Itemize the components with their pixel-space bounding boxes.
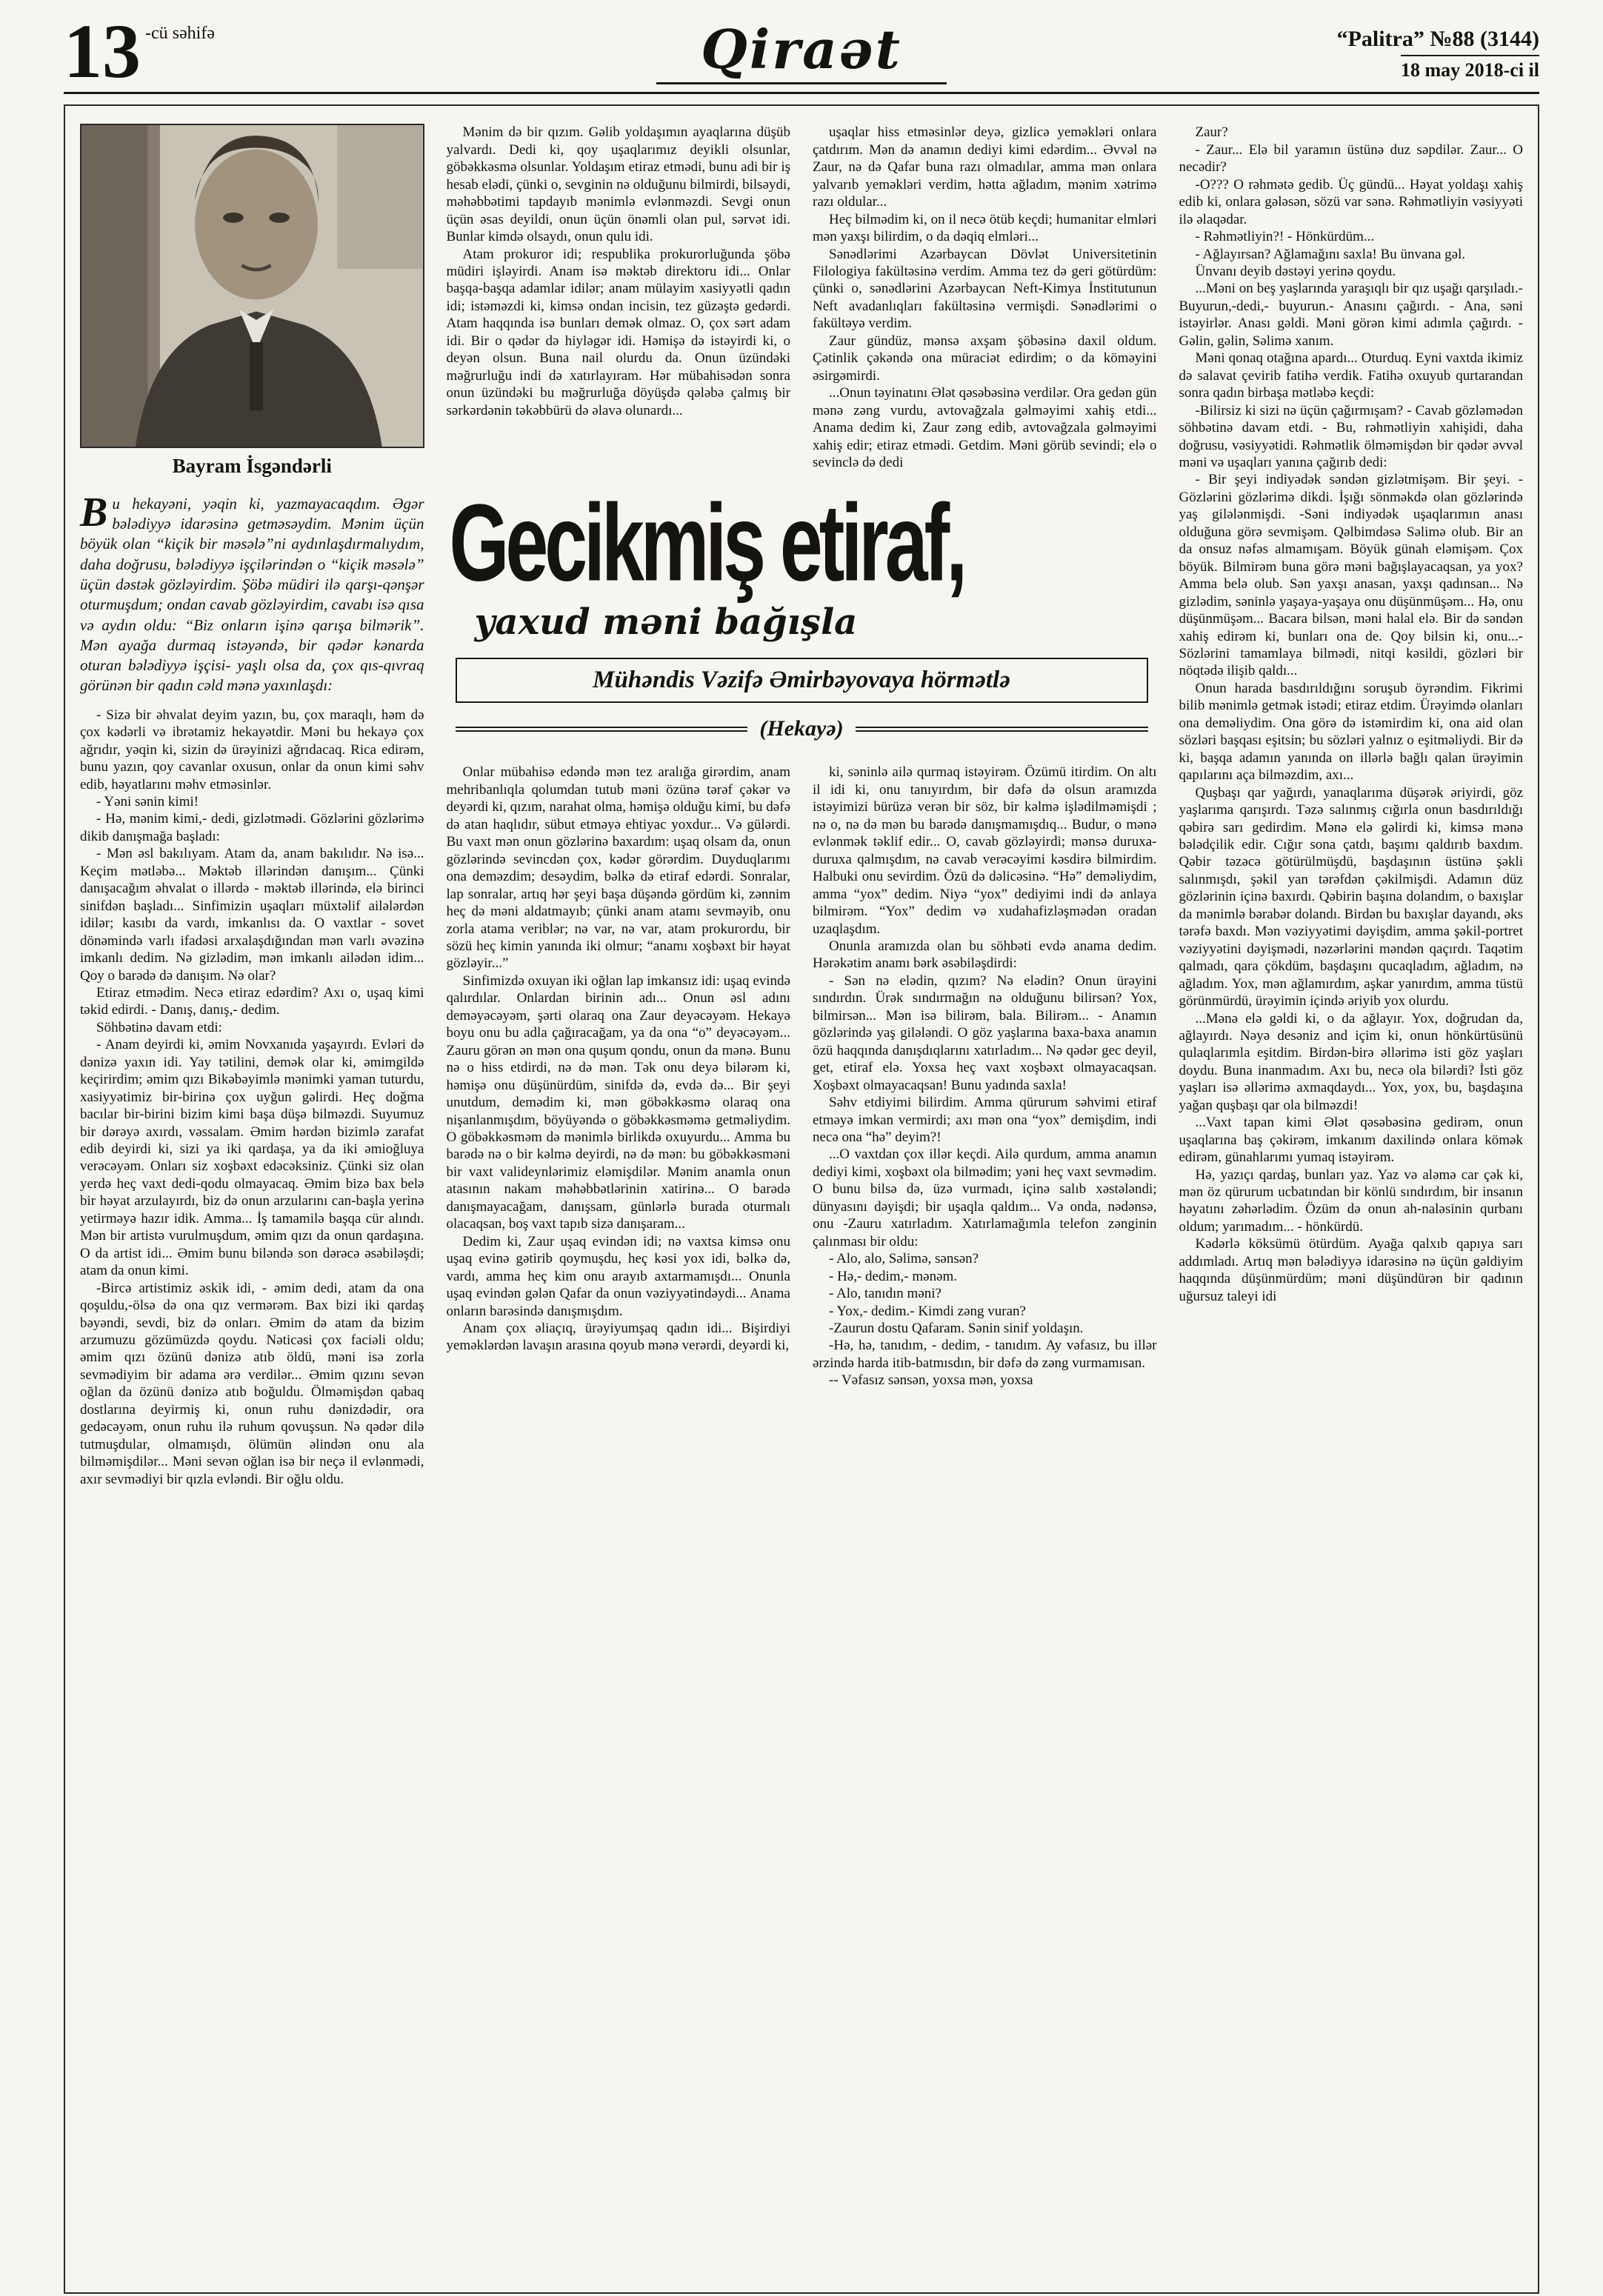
paragraph: ...O vaxtdan çox illər keçdi. Ailə qurdum, amma anamın dediyi kimi, xoşbəxt ola bilmədim; yəni heç vaxt sevmədim. O bunu bilsə də, üzə vurmadı, içinə salıb xəstələndi; dünyasını dəyişdi; bir uşaqla qaldım... Və onda, nədənsə, onu -Zauru xatırladım. Xatırlamağımla telefon zənginin çalınması bir oldu: <box>813 1147 1157 1249</box>
paragraph: - Yəni sənin kimi! <box>96 793 199 810</box>
page-number-label: -cü səhifə <box>145 24 215 43</box>
column-3-top-text <box>813 124 1157 471</box>
paragraph: Dedim ki, Zaur uşaq evindən idi; nə vaxtsa kimsə onu uşaq evinə gətirib qoymuşdu, heç kəsi yox idi, bəlkə də, vardı, amma heç kim onu arayıb axtarmamışdı... Onunla uşaq evindən gələn Qafar da onun vəziyyətindəydi... Anama onların barəsində danışmışdım. <box>446 1233 790 1319</box>
paragraph: - Anam deyirdi ki, əmim Novxanıda yaşayırdı. Evləri də dənizə yaxın idi. Yay tətilini, demək olar ki, əmimgildə keçirirdim; əmim qızı Bikəbəyimlə mənimki yaman tuturdu, xasiyyətimiz bir-birinə çox uyğun gəlirdi. Heç doğma bacılar bir-birini bizim kimi başa düşə bilməzdi. Suyumuz bir dərəyə axırdı, vəssalam. Əmim hərdən bizimlə zarafat edib deyirdi ki, sizi ya iki qardaşa, ya da iki əmioğluya verəcəyəm. Onları siz xoşbəxt edəcəksiniz. Çünki siz olan yerdə heç vaxt dedi-qodu olmayacaq. Əmim bizə bax belə bir həyat arzulayırdı, biz də onun arzularını can-başla yerinə yetirməyə hazır idik. Amma... İş tamamilə başqa cür alındı. Mən bir artistə vurulmuşdum, əmim qızı da onun qardaşına. O da artist idi... Əmim bunu biləndə son dərəcə əsəbiləşdi; atam da onun kimi. <box>80 1037 424 1279</box>
column-1-text <box>80 707 424 1488</box>
intro-paragraph: Bu hekayəni, yəqin ki, yazmayacaqdım. Əgər bələdiyyə idarəsinə getməsəydim. Mənim üçün böyük olan “kiçik bir məsələ”ni aydınlaşdırmalıydım, daha doğrusu, bələdiyyə işçilərindən o “kiçik məsələ” üçün dəstək gözləyirdim. Şöbə müdiri ilə qarşı-qənşər oturmuşdum; ondan cavab gözləyirdim, cavabı isə qısa və aydın oldu: “Biz onların işinə qarışa bilmərik”. Mən ayağa durmaq istəyəndə, bir qədər kənarda oturan bələdiyyə işçisi- yaşlı olsa da, çox qıs-qıvraq görünən bir qadın cəld mənə yaxınlaşdı: <box>80 489 424 695</box>
paragraph: - Sizə bir əhvalat deyim yazın, bu, çox maraqlı, həm də çox kədərli və ibrətamiz hekayətdir. Məni bu hekayə çox ağrıdır, yəqin ki, sizin də ürəyinizi ağrıdacaq. Rica edirəm, bunu yazın, qoy cavanlar oxusun, onlar da onun kimi səhv edib, həyatlarını məhv etməsinlər. <box>80 707 424 792</box>
dedication: Mühəndis Vəzifə Əmirbəyovaya hörmətlə <box>456 658 1148 703</box>
paragraph: - Yox,- dedim.- Kimdi zəng vuran? <box>829 1303 1026 1319</box>
issue-block <box>1221 27 1539 84</box>
paragraph: - Mən əsl bakılıyam. Atam da, anam bakılıdır. Nə isə... Keçim mətləbə... Məktəb illərindən danışım... Çünki danışacağım əhvalat o illərdə - məktəb illərində, elə birinci sinifdən başladı... Sinfimizin uşaqları müxtəlif ailələrdən idilər; kasıbı da vardı, imkanlısı da. O vaxtlar - sovet dönəmində varlı ifadəsi arxalaşdığından mən varlı əvəzinə imkanlı dedim. Nə gizlədim, mən imkanlı ailədən idim... Qoy o barədə də danışım. Nə olar? <box>80 846 424 984</box>
paragraph: ...Məni on beş yaşlarında yaraşıqlı bir qız uşağı qarşıladı.- Buyurun,-dedi,- buyurun.- Anasını çağırdı. - Ana, səni istəyirlər. Anası gəldi. Məni görən kimi adımla çağırdı. - Gəlin, gəlin, Səlimə xanım. <box>1179 281 1523 349</box>
column-2-bottom-text <box>447 764 791 2277</box>
paragraph: Onunla aramızda olan bu söhbəti evdə anama dedim. Hərəkətim anamı bərk əsəbiləşdirdi: <box>813 938 1157 972</box>
paragraph: Səhv etdiyimi bilirdim. Amma qürurum səhvimi etiraf etməyə imkan vermirdi; axı mən ona “yox” demişdim, indi necə ona “hə” deyim?! <box>813 1095 1157 1145</box>
paragraph: - Alo, alo, Səlimə, sənsən? <box>829 1251 979 1267</box>
paragraph: -- Vəfasız sənsən, yoxsa mən, yoxsa <box>829 1372 1033 1389</box>
genre-label: (Hekayə) <box>759 716 844 741</box>
article <box>64 104 1539 2294</box>
author-photo <box>80 124 424 448</box>
paragraph: - Alo, tanıdın məni? <box>829 1286 942 1302</box>
paragraph: -Hə, hə, tanıdım, - dedim, - tanıdım. Ay vəfasız, bu illər ərzində harda itib-batmısdın, bir dəfə də zəng vurmamısan. <box>813 1338 1157 1371</box>
column-1 <box>80 124 424 2277</box>
paragraph: Mənim də bir qızım. Gəlib yoldaşımın ayaqlarına düşüb yalvardı. Dedi ki, qoy uşaqlarımız deyikli olsunlar, göbəkkəsmə olsunlar. Yoldaşım etiraz etmədi, bunu adi bir iş hesab elədi, çünki o, sevginin nə olduğunu bilmirdi, bilsəydi, məhəbbətimi tapdayıb mənimlə evlənməzdi. Sevgi onun üçün əsas deyildi, onun üçün önəmli olan pul, sərvət idi. Bunlar kimdə olsaydı, onun qulu idi. <box>446 124 790 245</box>
paragraph: -Zaurun dostu Qafaram. Sənin sinif yoldaşın. <box>829 1320 1084 1336</box>
paragraph: Ünvanı deyib dəstəyi yerinə qoydu. <box>1195 264 1396 280</box>
paragraph: Heç bilmədim ki, on il necə ötüb keçdi; humanitar elmləri mən yaxşı bilirdim, o da dəqiq elmləri... <box>813 211 1157 245</box>
paragraph: Onlar mübahisə edəndə mən tez aralığa girərdim, anam mehribanlıqla qolumdan tutub məni özünə tərəf çəkər və deyərdi ki, qızım, narahat olma, həmişə olduğu kimi, bu dəfə də atan haqlıdır, sübut etməyə ehtiyac yoxdur... Və gülərdi. Bu vaxt mən onun gözlərinə baxardım: uşaq olsam da, onun gözlərində sevincdən çox, kədər görərdim. Duyduqlarımı ona deməzdim; desəydim, bəlkə də etiraf edərdi. Sonralar, lap sonralar, artıq hər şeyi başa düşəndə gördüm ki, zənnim heç də məni aldatmayıb; çünki anam atamı sevməyib, onu zorla atama veriblər; nə var, nə var, atam prokurordu, bir sözü heç kimin yanında iki olmur; “anamı xoşbəxt bir həyat gözləyir...” <box>446 764 790 972</box>
page-number: 13 <box>64 9 141 94</box>
headline: Gecikmiş etiraf, <box>449 482 964 605</box>
paragraph: - Ağlayırsan? Ağlamağını saxla! Bu ünvana gəl. <box>1195 246 1466 262</box>
page-number-block <box>64 9 382 94</box>
genre-rule-right <box>856 727 1148 732</box>
paragraph: Etiraz etmədim. Necə etiraz edərdim? Axı o, uşaq kimi təkid edirdi. - Danış, danış,- dedim. <box>80 984 424 1018</box>
paragraph: Məni qonaq otağına apardı... Oturduq. Eyni vaxtda ikimiz də salavat çevirib fatihə verdik. Fatihə oxuyub qurtarandan sonra qadın birbaşa mətləbə keçdi: <box>1179 350 1523 401</box>
column-2-top-text <box>447 124 791 471</box>
genre-rule-left <box>456 727 748 732</box>
paragraph: - Hə, mənim kimi,- dedi, gizlətmədi. Gözlərini gözlərimə dikib danışmağa başladı: <box>80 811 424 844</box>
paragraph: Sənədlərimi Azərbaycan Dövlət Universitetinin Filologiya fakültəsinə verdim. Amma tez də geri götürdüm: çünki o, sənədlərini Azərbaycan Neft-Kimya İnstitutunun Neft avadanlıqları fakültəsinə vermişdi. Sənədlərimi o fakültəyə verdim. <box>813 246 1157 332</box>
paragraph: Zaur gündüz, mənsə axşam şöbəsinə daxil oldum. Çətinlik çəkəndə ona müraciət edirdim; o da köməyini əsirgəmirdi. <box>813 333 1157 384</box>
paragraph: ...Onun təyinatını Ələt qəsəbəsinə verdilər. Ora gedən gün mənə zəng vurdu, avtovağzala gəlməyimi xahiş etdi... Anama dedim ki, Zaur zəng edib, avtovağzala gəlməyimi xahiş edir; etiraz etmədi. Getdim. Məni görüb sevindi; elə o sevinclə də dedi <box>813 385 1157 470</box>
paragraph: -O??? O rəhmətə gedib. Üç gündü... Həyat yoldaşı xahiş edib ki, onlara gələsən, sözü var sənə. Rəhmətliyin vəsiyyəti ilə əlaqədar. <box>1179 176 1523 227</box>
section-title-block <box>382 18 1221 84</box>
paragraph: ki, səninlə ailə qurmaq istəyirəm. Özümü itirdim. On altı il idi ki, onu tanıyırdım, bir dəfə də olsun aramızda istəyimizi bürüzə verən bir söz, bir kəlmə işlədilməmişdi ; nə o, nə də mən bu barədə danışmamışdıq... Budur, o mənə evlənmək təklif edir... O, cavab gözləyirdi; mənsə duruxa-duruxa qalmışdım, nə cavab verəcəyimi kəsdirə bilmirdim. Halbuki onu sevirdim. Özü də dəlicəsinə. “Hə” deməliydim, amma “yox” dedim. Niyə “yox” dediyimi indi də anlaya bilmirəm. “Yox” dedim və xudahafizləşmədən oradan uzaqlaşdım. <box>813 764 1157 937</box>
paragraph: Hə, yazıçı qardaş, bunları yaz. Yaz və aləmə car çək ki, mən öz qürurum ucbatından bir könlü sındırdım, bir insanın həyatını zəhərlədim. Özüm də onun ah-naləsinin qurbanı oldum; yarımadım... - hönkürdü. <box>1179 1167 1523 1235</box>
paragraph: Kədərlə köksümü ötürdüm. Ayağa qalxıb qapıya sarı addımladı. Artıq mən bələdiyyə idarəsinə nə üçün gəldiyim haqqında düşünmürdüm; məni düşündürən bir qadının uğursuz taleyi idi <box>1179 1236 1523 1304</box>
genre-row <box>450 716 1154 741</box>
paragraph: Zaur? <box>1195 124 1228 141</box>
paragraph: - Zaur... Elə bil yaramın üstünə duz səpdilər. Zaur... O necədir? <box>1179 141 1523 176</box>
subheadline: yaxud məni bağışla <box>474 601 858 644</box>
paragraph: Quşbaşı qar yağırdı, yanaqlarıma düşərək əriyirdi, göz yaşlarıma qarışırdı. Təzə salınmış cığırla onun basdırıldığı qəbirə sarı gedirdim. Mənə elə gəlirdi ki, kimsə mənə bələdçilik edir. Cığır sona çatdı, başımı qaldırıb baxdım. Qəbir təzəcə götürülmüşdü, başdaşının üstünə şəkli salınmışdı, şəkil yan tərəfdən çəkilmişdi. Adamın düz gözlərinin içinə baxırdı. Qəbirin başına dolandım, o baxışlar da mənimlə bərabər dolandı. Birdən bu baxışlar dayandı, əks tərəfə baxdı. Mən vəziyyətimi dəyişdim, amma şəkil-portret vəziyyətini dəyişmədi, nəzərlərini məndən qaçırdı. Taqətim qalmadı, qara çökdüm, başdaşını qucaqladım, ağladım, nə ağladım. Yox, mən ağlamırdım, aşkar yanırdım, amma tüstü görünmürdü, ürəyimin içində əriyib yox olurdu. <box>1179 784 1523 1009</box>
paragraph: Söhbətinə davam etdi: <box>96 1019 222 1035</box>
paragraph: - Hə,- dedim,- mənəm. <box>829 1268 958 1284</box>
column-4-text <box>1179 124 1524 2277</box>
portrait-illustration <box>81 125 423 447</box>
paragraph: Sinfimizdə oxuyan iki oğlan lap imkansız idi: uşaq evində qalırdılar. Onlardan birinin adı... Onun əsl adını deməyəcəyəm, şərti olaraq ona Zaur deyəcəyəm. Hekayə boyu onu bu adla çağıracağam, ya da ona “o” deyəcəyəm... Zauru görən ən mən ona quşum qondu, onun da mənə. Bunu nə o hiss etdirdi, nə də mən. Tək onu deyə bilərəm ki, həmişə onu düşünürdüm, sinifdə də, evdə də... Bir şeyi unutdum, demədim ki, mən göbəkkəsmə olaraq ona nişanlanmışdım, böyüyəndə o göbəkkəsməmə getməliydim. O göbəkkəsməm də mənimlə birlikdə oxuyurdu... Amma bu barədə nə o bir kəlmə deyirdi, nə də mən: bu göbəkkəsməni bir vaxt valideynlərimiz eləmişdilər. Mənim anamla onun atasının nakam məhəbbətlərinin xatirinə... O barədə danışmayacağam, danışsam, günlərlə burada oturmalı olacaqsan, boş vaxt tapıb sizə danışaram... <box>446 972 790 1232</box>
paragraph: uşaqlar hiss etməsinlər deyə, gizlicə yeməkləri onlara çatdırım. Mən də anamın dediyi kimi edərdim... Əvvəl nə Zaur, nə də Qafar buna razı olmadılar, amma mən onlara yalvarıb yeməkləri verdim, hətta ağladım, mənim xətrimə razı oldular... <box>813 124 1157 210</box>
paragraph: -Bilirsiz ki sizi nə üçün çağırmışam? - Cavab gözləmədən söhbətinə davam etdi. - Bu, rəhmətliyin xahişidi, daha doğrusu, vəsiyyətidi. Rəhmətlik ölməmişdən bir qədər əvvəl məni və uşaqları yanına çağırıb dedi: <box>1179 402 1523 470</box>
paragraph: - Bir şeyi indiyədək səndən gizlətmişəm. Bir şeyi. - Gözlərini gözlərimə dikdi. İşığı sönməkdə olan gözlərində yaş gilələnmişdi. -Səni indiyədək uşaqlarımın anası olduğuna görə sevmişəm. Qəlbimdəsə Səlimə olub. Bir an da onsuz nəfəs almamışam. Böyük günah eləmişəm. Çox böyük. Bilmirəm buna görə məni bağışlayacaqsan, ya yox? Amma belə olub. Sən yaxşı anasan, yaxşı qadınsan... Nə gizlədim, səninlə yaşaya-yaşaya onu düşünmüşəm... Hə, onu düşünmüşəm... Bacara bilsən, məni halal elə. Bir də səndən xahiş edirəm ki, bunları ona de. Qoy bilsin ki, onu...- Sözlərini tamamlaya bilmədi, nitqi kəsildi, gözləri bir nöqtədə ilişib qaldı... <box>1179 472 1523 679</box>
section-title: Qiraət <box>656 23 947 84</box>
issue-label: “Palitra” №88 (3144) <box>1336 27 1539 52</box>
issue-date: 18 may 2018-ci il <box>1401 55 1539 81</box>
paragraph: ...Vaxt tapan kimi Ələt qəsəbəsinə gedirəm, onun uşaqlarına baş çəkirəm, imkanım daxilində onlara kömək edirəm, günahlarımı yumaq istəyirəm. <box>1179 1115 1523 1166</box>
paragraph: -Bircə artistimiz əskik idi, - əmim dedi, atam da ona qoşuldu,-ölsə də ona qız vermərəm. Bax bizi iki qardaş bəyəndi, sevdi, biz də onları. Əmim də atam da bizim arzumuzu gözümüzdə qoydu. Nəticəsi çox faciəli oldu; əmim qızı özünü dənizə atıb öldü, məni isə zorla sevmədiyim bir adama ərə verdilər... Əmim qızını sevən oğlan da özünü dənizə atıb boğuldu. Ölməmişdən qabaq dostlarına deyirmiş ki, onun ruhu dənizdədir, ora gedəcəyəm, onun ruhu ilə ruhum qovuşsun. Nə qədər dilə tutmuşdular, olmamışdı, ölümün əlindən onu ala bilməmişdilər... Məni sevən oğlan isə bir neçə il evlənmədi, axır sevmədiyi bir qızla evləndi. Bir oğlu oldu. <box>80 1280 424 1487</box>
photo-caption: Bayram İsgəndərli <box>172 455 332 478</box>
paragraph: Atam prokuror idi; respublika prokurorluğunda şöbə müdiri işləyirdi. Anam isə məktəb direktoru idi... Onlar başqa-başqa adamlar idilər; anam mülayim xasiyyətli qadın idi; istəməzdi ki, kimsə ondan incisin, tez güzəştə gedərdi. Atam haqqında isə bunları demək olmaz. O, çox sərt adam idi. Bir o qədər də hiyləgər idi. Həmişə də istəyirdi ki, o deyən olsun. Buna nail olurdu da. Onun üzündəki məğrurluğu indi də xatırlayıram. Hər mübahisədən sonra onun üzündəki bu məğrurluğa döyüşdə qələbə çalmış bir sərkərdənin təkəbbürü də əlavə olunardı... <box>446 246 790 418</box>
paragraph: Onun harada basdırıldığını soruşub öyrəndim. Fikrimi bilib mənimlə getmək istədi; etiraz etdim. Ürəyimdə olanları ona deməliydim. Ona görə də istəmirdim ki, ona aid olan sözləri başqası eşitsin; bu sözləri yalnız o eşitməliydi. Bir də ki, başqa adamın yanında on illərlə bağlı qalan ürəyimin qapılarını aça bilməzdim, axı... <box>1179 680 1523 784</box>
page-header <box>64 9 1539 94</box>
paragraph: - Rəhmətliyin?! - Hönkürdüm... <box>1195 229 1375 245</box>
column-3-bottom-text <box>813 764 1157 2277</box>
paragraph: Anam çox əliaçıq, ürəyiyumşaq qadın idi... Bişirdiyi yeməklərdən lavaşın arasına qoyub mənə verərdi, deyərdi ki, <box>446 1320 790 1354</box>
headline-block <box>447 471 1157 764</box>
paragraph: ...Mənə elə gəldi ki, o da ağlayır. Yox, doğrudan da, ağlayırdı. Nəyə desəniz and içim ki, onun hönkürtüsünü qulaqlarımla eşitdim. Birdən-birə əllərimə isti göz yaşları doydu. Buna inanmadım. Axı bu, necə ola bilərdi? İsti göz yaşları isə əllərimə axmaqdaydı... Yox, yox, bu, başdaşına yağan quşbaşı qar ola bilməzdi! <box>1179 1010 1523 1113</box>
paragraph: - Sən nə elədin, qızım? Nə elədin? Onun ürəyini sındırdın. Ürək sındırmağın nə olduğunu bilirsən? Yox, bilmirsən... Mən isə bilirəm, bala. Bilirəm... - Anamın gözlərində yaş gilələndi. O göz yaşlarına baxa-baxa anamın özü haqqında danışdıqlarını xatırladım... Nə qədər gec deyil, get, etiraf elə. Yoxsa heç vaxt xoşbəxt olmayacaqsan. Xoşbəxt olmayacaqsan! Bunu yadında saxla! <box>813 972 1157 1093</box>
